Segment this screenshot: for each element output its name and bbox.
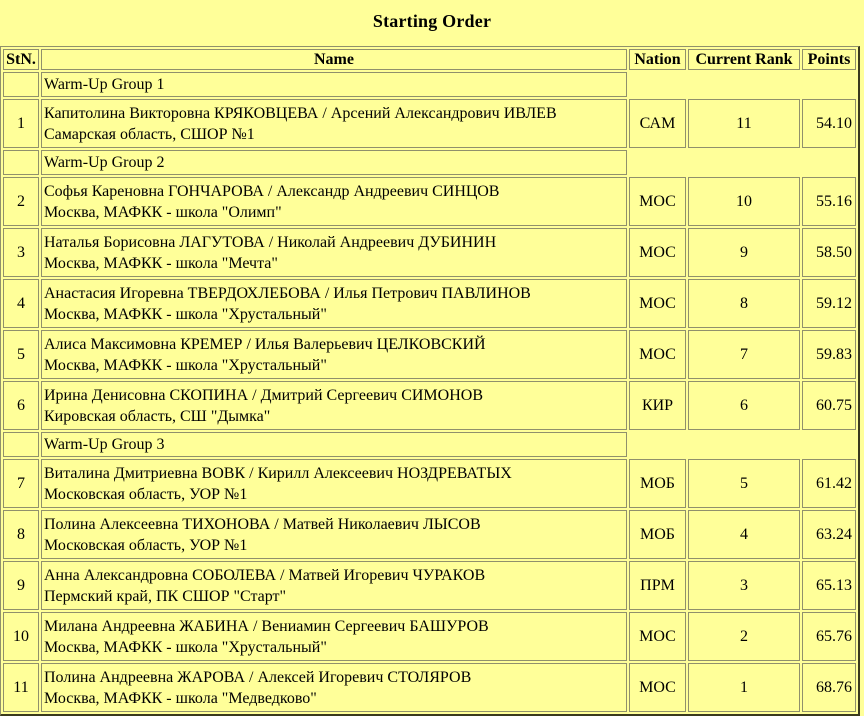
- starting-order-page: [0, 11, 864, 716]
- affiliation: Московская область, УОР №1: [44, 485, 248, 503]
- affiliation: Москва, МАФКК - школа "Хрустальный": [44, 356, 327, 374]
- stn-cell: 9: [3, 561, 39, 610]
- name-cell: [41, 561, 627, 610]
- affiliation: Пермский край, ПК СШОР "Старт": [44, 587, 287, 605]
- nation-cell: МОС: [629, 177, 686, 226]
- skater-names: Анастасия Игоревна ТВЕРДОХЛЕБОВА / Илья Петрович ПАВЛИНОВ: [44, 284, 531, 302]
- header-points: Points: [802, 49, 856, 70]
- nation-cell: МОС: [629, 279, 686, 328]
- stn-cell: 7: [3, 459, 39, 508]
- skater-names: Наталья Борисовна ЛАГУТОВА / Николай Андреевич ДУБИНИН: [44, 233, 497, 251]
- stn-cell-empty: [3, 72, 39, 97]
- entry-row: [3, 510, 856, 559]
- entry-row: [3, 459, 856, 508]
- name-cell: [41, 510, 627, 559]
- points-cell: 59.12: [802, 279, 856, 328]
- stn-cell: 1: [3, 99, 39, 148]
- skater-names: Виталина Дмитриевна ВОВК / Кирилл Алексеевич НОЗДРЕВАТЫХ: [44, 464, 512, 482]
- starting-order-table: [0, 46, 860, 716]
- entry-row: [3, 330, 856, 379]
- name-cell: [41, 459, 627, 508]
- current-rank-cell: 7: [688, 330, 800, 379]
- skater-names: Капитолина Викторовна КРЯКОВЦЕВА / Арсений Александрович ИВЛЕВ: [44, 104, 557, 122]
- stn-cell: 10: [3, 612, 39, 661]
- current-rank-cell: 11: [688, 99, 800, 148]
- name-cell: [41, 330, 627, 379]
- group-row-spacer: [629, 72, 856, 97]
- current-rank-cell: 3: [688, 561, 800, 610]
- entry-row: [3, 381, 856, 430]
- group-row-spacer: [629, 150, 856, 175]
- skater-names: Софья Кареновна ГОНЧАРОВА / Александр Андреевич СИНЦОВ: [44, 182, 500, 200]
- nation-cell: МОС: [629, 663, 686, 712]
- header-current-rank: Current Rank: [688, 49, 800, 70]
- points-cell: 65.13: [802, 561, 856, 610]
- affiliation: Москва, МАФКК - школа "Хрустальный": [44, 638, 327, 656]
- affiliation: Москва, МАФКК - школа "Хрустальный": [44, 305, 327, 323]
- name-cell: [41, 381, 627, 430]
- current-rank-cell: 6: [688, 381, 800, 430]
- stn-cell: 6: [3, 381, 39, 430]
- warmup-group-label: Warm-Up Group 3: [41, 432, 627, 457]
- stn-cell: 8: [3, 510, 39, 559]
- current-rank-cell: 2: [688, 612, 800, 661]
- warmup-group-row: [3, 150, 856, 175]
- points-cell: 59.83: [802, 330, 856, 379]
- current-rank-cell: 5: [688, 459, 800, 508]
- stn-cell: 4: [3, 279, 39, 328]
- name-cell: [41, 663, 627, 712]
- nation-cell: МОС: [629, 330, 686, 379]
- entry-row: [3, 279, 856, 328]
- name-cell: [41, 279, 627, 328]
- stn-cell: 2: [3, 177, 39, 226]
- affiliation: Москва, МАФКК - школа "Мечта": [44, 254, 278, 272]
- points-cell: 58.50: [802, 228, 856, 277]
- header-name: Name: [41, 49, 627, 70]
- affiliation: Кировская область, СШ "Дымка": [44, 407, 271, 425]
- skater-names: Милана Андреевна ЖАБИНА / Вениамин Сергеевич БАШУРОВ: [44, 617, 489, 635]
- header-stn: StN.: [3, 49, 39, 70]
- entry-row: [3, 663, 856, 712]
- stn-cell-empty: [3, 432, 39, 457]
- stn-cell: 5: [3, 330, 39, 379]
- header-row: [3, 49, 856, 70]
- nation-cell: МОС: [629, 612, 686, 661]
- stn-cell-empty: [3, 150, 39, 175]
- entry-row: [3, 99, 856, 148]
- page-title: Starting Order: [372, 11, 492, 31]
- affiliation: Московская область, УОР №1: [44, 536, 248, 554]
- nation-cell: ПРМ: [629, 561, 686, 610]
- entry-row: [3, 177, 856, 226]
- points-cell: 54.10: [802, 99, 856, 148]
- group-row-spacer: [629, 432, 856, 457]
- points-cell: 60.75: [802, 381, 856, 430]
- name-cell: [41, 612, 627, 661]
- entry-row: [3, 612, 856, 661]
- warmup-group-label: Warm-Up Group 1: [41, 72, 627, 97]
- points-cell: 63.24: [802, 510, 856, 559]
- affiliation: Москва, МАФКК - школа "Медведково": [44, 689, 317, 707]
- name-cell: [41, 228, 627, 277]
- skater-names: Полина Андреевна ЖАРОВА / Алексей Игоревич СТОЛЯРОВ: [44, 668, 472, 686]
- skater-names: Алиса Максимовна КРЕМЕР / Илья Валерьевич ЦЕЛКОВСКИЙ: [44, 335, 486, 353]
- current-rank-cell: 4: [688, 510, 800, 559]
- nation-cell: САМ: [629, 99, 686, 148]
- warmup-group-row: [3, 432, 856, 457]
- header-nation: Nation: [629, 49, 686, 70]
- stn-cell: 3: [3, 228, 39, 277]
- warmup-group-label: Warm-Up Group 2: [41, 150, 627, 175]
- nation-cell: МОС: [629, 228, 686, 277]
- current-rank-cell: 10: [688, 177, 800, 226]
- warmup-group-row: [3, 72, 856, 97]
- affiliation: Москва, МАФКК - школа "Олимп": [44, 203, 282, 221]
- entry-row: [3, 561, 856, 610]
- stn-cell: 11: [3, 663, 39, 712]
- points-cell: 65.76: [802, 612, 856, 661]
- current-rank-cell: 9: [688, 228, 800, 277]
- points-cell: 61.42: [802, 459, 856, 508]
- nation-cell: МОБ: [629, 510, 686, 559]
- entry-row: [3, 228, 856, 277]
- points-cell: 55.16: [802, 177, 856, 226]
- nation-cell: КИР: [629, 381, 686, 430]
- affiliation: Самарская область, СШОР №1: [44, 125, 255, 143]
- skater-names: Ирина Денисовна СКОПИНА / Дмитрий Сергеевич СИМОНОВ: [44, 386, 483, 404]
- nation-cell: МОБ: [629, 459, 686, 508]
- current-rank-cell: 1: [688, 663, 800, 712]
- name-cell: [41, 177, 627, 226]
- name-cell: [41, 99, 627, 148]
- current-rank-cell: 8: [688, 279, 800, 328]
- points-cell: 68.76: [802, 663, 856, 712]
- table-body: [3, 72, 856, 712]
- skater-names: Полина Алексеевна ТИХОНОВА / Матвей Николаевич ЛЫСОВ: [44, 515, 481, 533]
- skater-names: Анна Александровна СОБОЛЕВА / Матвей Игоревич ЧУРАКОВ: [44, 566, 486, 584]
- table-header: [3, 49, 856, 70]
